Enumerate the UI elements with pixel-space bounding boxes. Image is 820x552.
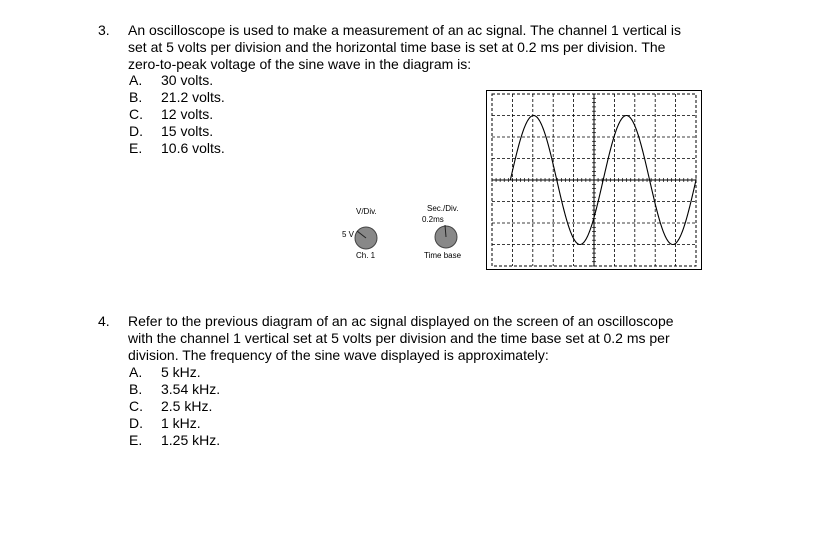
option-letter: C. <box>129 398 143 414</box>
option-text: 10.6 volts. <box>161 140 225 156</box>
question-line: with the channel 1 vertical set at 5 volts per division and the time base set at 0.2 ms per <box>128 330 670 346</box>
option-letter: A. <box>129 72 143 88</box>
oscilloscope-screen <box>486 90 702 270</box>
option-letter: B. <box>129 381 143 397</box>
question-line: Refer to the previous diagram of an ac signal displayed on the screen of an oscilloscope <box>128 313 674 329</box>
option-letter: E. <box>129 432 143 448</box>
option-text: 15 volts. <box>161 123 214 139</box>
question-number: 3. <box>98 22 110 38</box>
option-text: 21.2 volts. <box>161 89 225 105</box>
option-letter: A. <box>129 364 143 380</box>
question-text <box>128 22 768 73</box>
option-text: 1.25 kHz. <box>161 432 221 448</box>
vdiv-setting: 5 V <box>342 230 355 239</box>
timebase-label: Time base <box>424 251 462 260</box>
vdiv-label: V/Div. <box>356 207 377 216</box>
question-line: An oscilloscope is used to make a measurement of an ac signal. The channel 1 vertical is <box>128 22 682 38</box>
option-text: 2.5 kHz. <box>161 398 213 414</box>
option-letter: C. <box>129 106 143 122</box>
option-text: 3.54 kHz. <box>161 381 221 397</box>
question-number: 4. <box>98 313 110 329</box>
option-letter: B. <box>129 89 143 105</box>
secdiv-label: Sec./Div. <box>427 204 459 213</box>
vdiv-knob[interactable] <box>352 224 380 252</box>
option-letter: D. <box>129 123 143 139</box>
channel-label: Ch. 1 <box>356 251 376 260</box>
timebase-knob[interactable] <box>432 223 460 251</box>
option-text: 30 volts. <box>161 72 214 88</box>
question-line: zero-to-peak voltage of the sine wave in the diagram is: <box>128 56 472 72</box>
question-line: set at 5 volts per division and the horizontal time base is set at 0.2 ms per division. The <box>128 39 666 55</box>
secdiv-setting: 0.2ms <box>422 215 444 224</box>
option-text: 5 kHz. <box>161 364 201 380</box>
option-text: 1 kHz. <box>161 415 201 431</box>
option-letter: D. <box>129 415 143 431</box>
question-line: division. The frequency of the sine wave displayed is approximately: <box>128 347 549 363</box>
option-letter: E. <box>129 140 143 156</box>
option-text: 12 volts. <box>161 106 214 122</box>
question-text <box>128 313 768 364</box>
